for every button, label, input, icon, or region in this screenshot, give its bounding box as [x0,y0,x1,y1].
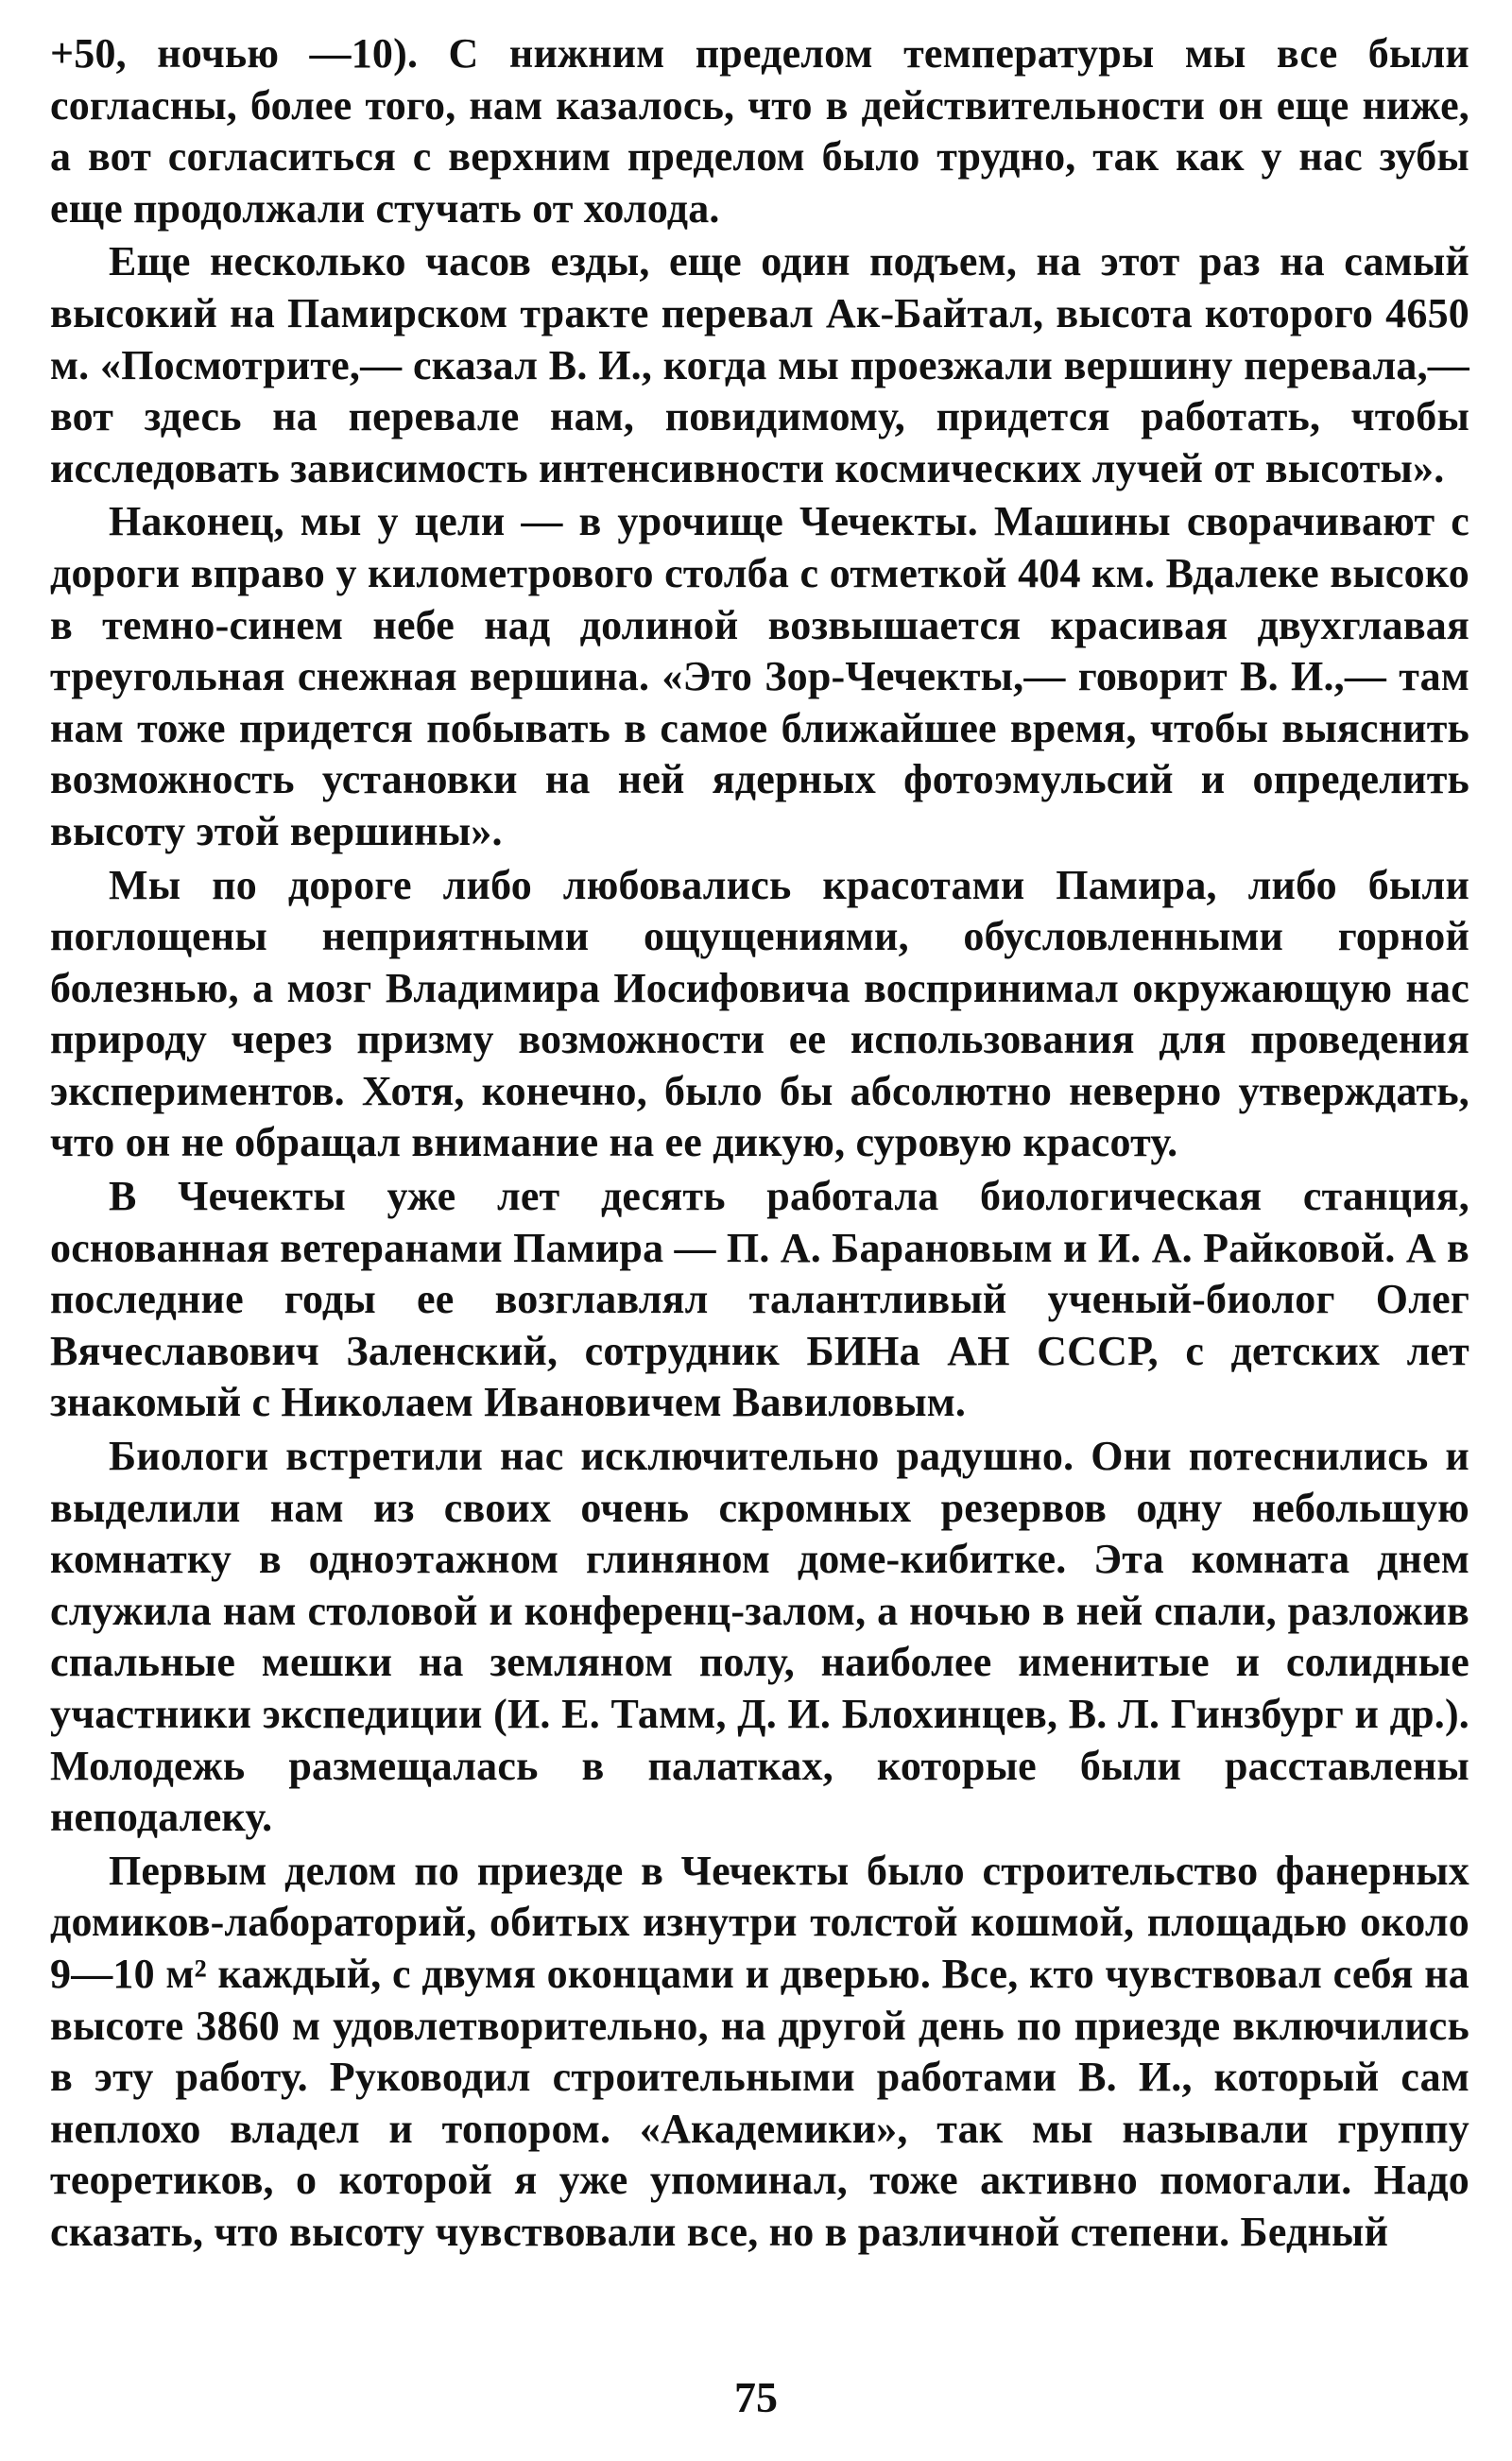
paragraph-2: Еще несколько часов езды, еще один подъем, на этот раз на самый высокий на Памирском тракте перевал Ак-Байтал, высота которого 4650 м. «Посмотрите,— сказал В. И., когда мы проезжали вершину перевала,— вот здесь на перевале нам, повидимому, придется работать, чтобы исследовать зависимость интенсивности космических лучей от высоты». [50,238,1469,491]
paragraph-6: Биологи встретили нас исключительно радушно. Они потеснились и выделили нам из своих очень скромных резервов одну небольшую комнатку в одноэтажном глиняном доме-кибитке. Эта комната днем служила нам столовой и конференц-залом, а ночью в ней спали, разложив спальные мешки на земляном полу, наиболее именитые и солидные участники экспедиции (И. Е. Тамм, Д. И. Блохинцев, В. Л. Гинзбург и др.). Молодежь размещалась в палатках, которые были расставлены неподалеку. [50,1433,1469,1841]
paragraph-7: Первым делом по приезде в Чечекты было строительство фанерных домиков-лабораторий, обитых изнутри толстой кошмой, площадью около 9—10 м² каждый, с двумя оконцами и дверью. Все, кто чувствовал себя на высоте 3860 м удовлетворительно, на другой день по приезде включились в эту работу. Руководил строительными работами В. И., который сам неплохо владел и топором. «Академики», так мы называли группу теоретиков, о которой я уже упоминал, тоже активно помогали. Надо сказать, что высоту чувствовали все, но в различной степени. Бедный [50,1847,1469,2255]
paragraph-3: Наконец, мы у цели — в урочище Чечекты. Машины сворачивают с дороги вправо у километрового столба с отметкой 404 км. Вдалеке высоко в темно-синем небе над долиной возвышается красивая двухглавая треугольная снежная вершина. «Это Зор-Чечекты,— говорит В. И.,— там нам тоже придется побывать в самое ближайшее время, чтобы выяснить возможность установки на ней ядерных фотоэмульсий и определить высоту этой вершины». [50,498,1469,854]
page-text-body [50,28,1469,2259]
paragraph-1: +50, ночью —10). С нижним пределом температуры мы все были согласны, более того, нам казалось, что в действительности он еще ниже, а вот согласиться с верхним пределом было трудно, так как у нас зубы еще продолжали стучать от холода. [50,30,1469,232]
paragraph-5: В Чечекты уже лет десять работала биологическая станция, основанная ветеранами Памира — П. А. Барановым и И. А. Райковой. А в последние годы ее возглавлял талантливый ученый-биолог Олег Вячеславович Заленский, сотрудник БИНа АН СССР, с детских лет знакомый с Николаем Ивановичем Вавиловым. [50,1173,1469,1426]
paragraph-4: Мы по дороге либо любовались красотами Памира, либо были поглощены неприятными ощущениями, обусловленными горной болезнью, а мозг Владимира Иосифовича воспринимал окружающую нас природу через призму возможности ее использования для проведения экспериментов. Хотя, конечно, было бы абсолютно неверно утверждать, что он не обращал внимание на ее дикую, суровую красоту. [50,861,1469,1166]
page-number: 75 [734,2373,778,2421]
